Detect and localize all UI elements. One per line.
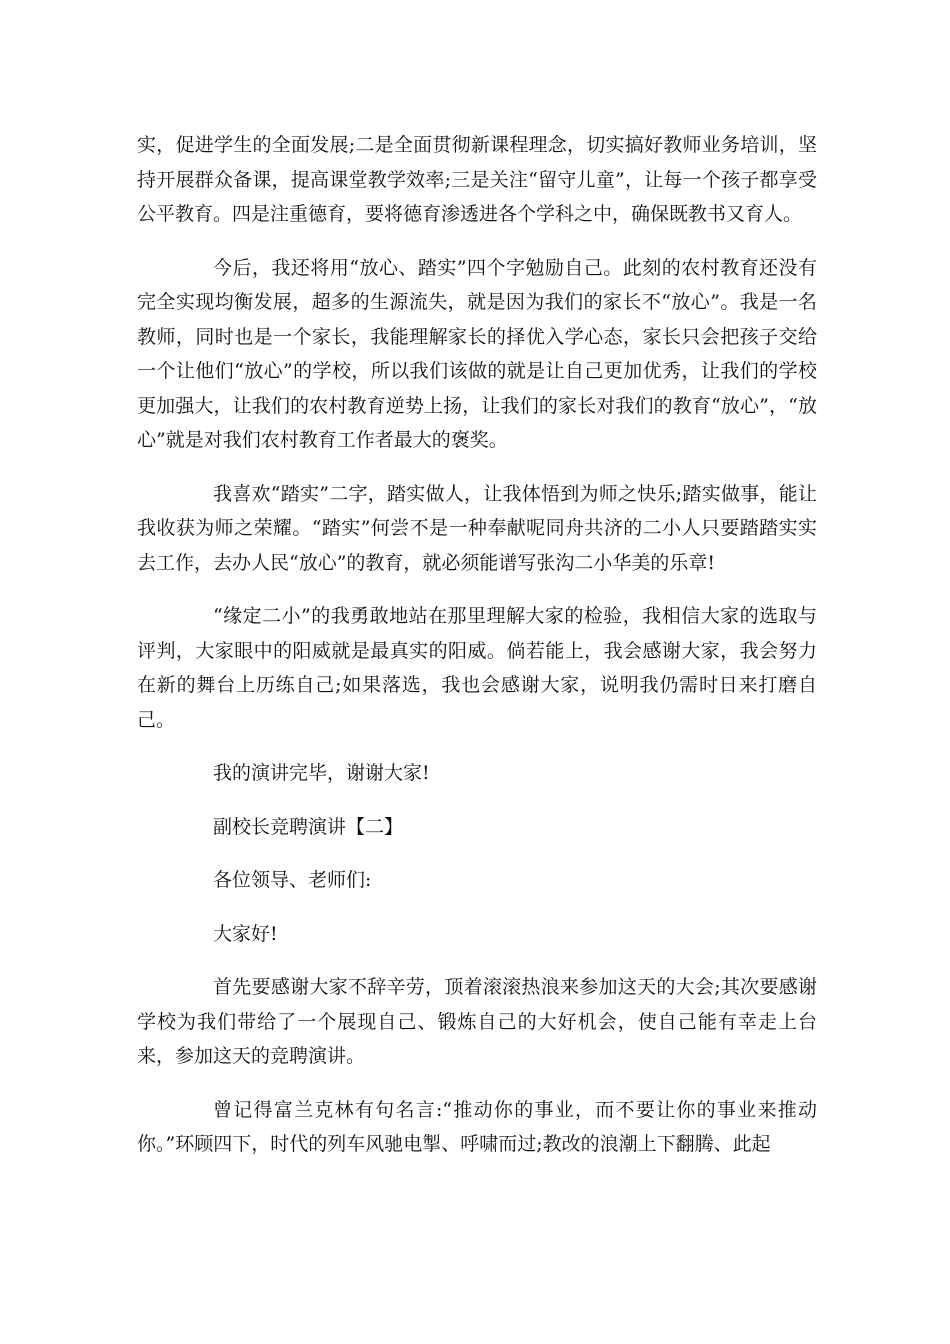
paragraph-4: “缘定二小”的我勇敢地站在那里理解大家的检验，我相信大家的选取与评判，大家眼中的阳威就是最真实的阳威。倘若能上，我会感谢大家，我会努力在新的舞台上历练自己;如果落选，我也会感谢大家，说明我仍需时日来打磨自己。 [137,605,817,731]
section-title: 副校长竞聘演讲【二】 [213,815,404,838]
document-body [137,128,817,1181]
paragraph-9: 首先要感谢大家不辞辛劳，顶着滚滚热浪来参加这天的大会;其次要感谢学校为我们带给了一个展现自己、锻炼自己的大好机会，使自己能有幸走上台来，参加这天的竞聘演讲。 [137,976,817,1067]
paragraph-2: 今后，我还将用“放心、踏实”四个字勉励自己。此刻的农村教育还没有完全实现均衡发展，超多的生源流失，就是因为我们的家长不“放心”。我是一名教师，同时也是一个家长，我能理解家长的择优入学心态，家长只会把孩子交给一个让他们“放心”的学校，所以我们该做的就是让自己更加优秀，让我们的学校更加强大，让我们的农村教育逆势上扬，让我们的家长对我们的教育“放心”，“放心”就是对我们农村教育工作者最大的褒奖。 [137,256,817,451]
paragraph-3: 我喜欢“踏实”二字，踏实做人，让我体悟到为师之快乐;踏实做事，能让我收获为师之荣耀。“踏实”何尝不是一种奉献呢同舟共济的二小人只要踏踏实实去工作，去办人民“放心”的教育，就必须能谱写张沟二小华美的乐章! [137,482,817,574]
greeting: 大家好! [213,922,278,945]
salutation: 各位领导、老师们: [213,869,372,891]
closing-line: 我的演讲完毕，谢谢大家! [213,762,430,784]
paragraph-10: 曾记得富兰克林有句名言:“推动你的事业，而不要让你的事业来推动你。”环顾四下，时代的列车风驰电掣、呼啸而过;教改的浪潮上下翻腾、此起 [137,1098,817,1155]
paragraph-1: 实，促进学生的全面发展;二是全面贯彻新课程理念，切实搞好教师业务培训，坚持开展群众备课，提高课堂教学效率;三是关注“留守儿童”，让每一个孩子都享受公平教育。四是注重德育，要将德育渗透进各个学科之中，确保既教书又育人。 [137,134,817,225]
